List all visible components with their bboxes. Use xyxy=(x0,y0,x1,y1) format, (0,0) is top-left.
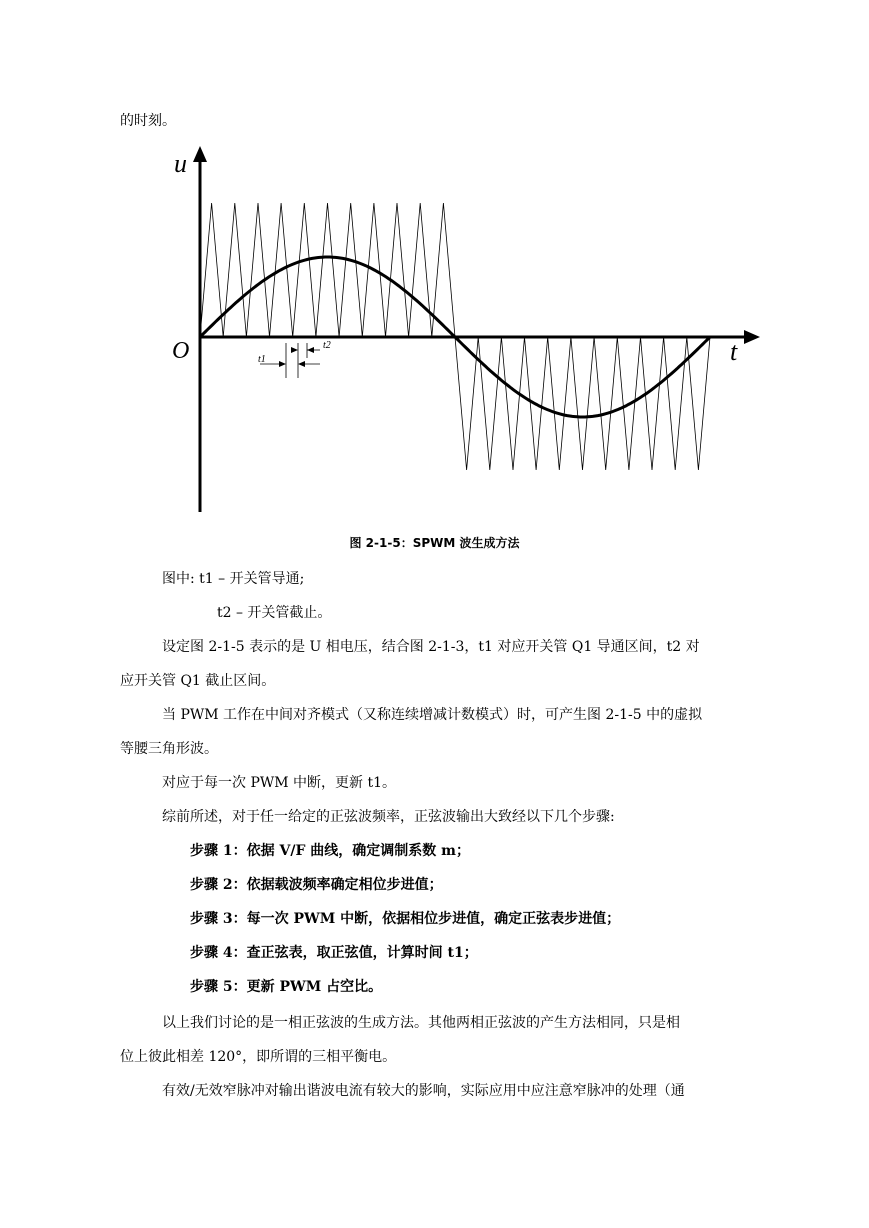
y-axis-arrow xyxy=(193,146,207,162)
step-5: 步骤 5：更新 PWM 占空比。 xyxy=(190,979,383,995)
x-axis-label: t xyxy=(730,337,738,366)
t2-label: t2 xyxy=(323,340,331,351)
figure-caption: 图 2-1-5：SPWM 波生成方法 xyxy=(349,536,520,550)
text-line: 等腰三角形波。 xyxy=(120,741,218,757)
text-line: 当 PWM 工作在中间对齐模式（又称连续增减计数模式）时，可产生图 2-1-5 中的虚拟 xyxy=(162,707,703,723)
spwm-figure xyxy=(160,140,770,520)
step-2: 步骤 2：依据载波频率确定相位步进值； xyxy=(190,877,443,893)
step-4: 步骤 4：查正弦表，取正弦值，计算时间 t1； xyxy=(190,945,478,961)
text-line: 有效/无效窄脉冲对输出谐波电流有较大的影响，实际应用中应注意窄脉冲的处理（通 xyxy=(162,1083,685,1099)
carrier-wave-negative xyxy=(455,337,710,470)
t1-arrow-head-right xyxy=(298,361,305,367)
text-line: 综前所述，对于任一给定的正弦波频率，正弦波输出大致经以下几个步骤: xyxy=(162,809,615,825)
text-line: 位上彼此相差 120°，即所谓的三相平衡电。 xyxy=(120,1049,397,1065)
text-line: 以上我们讨论的是一相正弦波的生成方法。其他两相正弦波的产生方法相同，只是相 xyxy=(162,1015,680,1031)
step-3: 步骤 3：每一次 PWM 中断，依据相位步进值，确定正弦表步进值； xyxy=(190,911,621,927)
t1-arrow-head-left xyxy=(279,361,286,367)
y-axis-label: u xyxy=(174,149,187,178)
text-line: 设定图 2-1-5 表示的是 U 相电压，结合图 2-1-3，t1 对应开关管 Q1 导通区间，t2 对 xyxy=(162,639,700,655)
text-line: 应开关管 Q1 截止区间。 xyxy=(120,673,276,689)
step-1: 步骤 1：依据 V/F 曲线，确定调制系数 m； xyxy=(190,843,470,859)
x-axis-arrow xyxy=(744,330,760,344)
t1-label: t1 xyxy=(258,354,266,365)
origin-label: O xyxy=(172,338,190,364)
text-line: t2 – 开关管截止。 xyxy=(217,605,332,621)
t2-arrow-head-left xyxy=(291,347,298,353)
text-line: 对应于每一次 PWM 中断，更新 t1。 xyxy=(162,775,397,791)
carrier-wave-positive xyxy=(200,203,455,337)
text-line: 的时刻。 xyxy=(120,113,176,129)
text-line: 图中: t1 – 开关管导通; xyxy=(162,571,305,587)
